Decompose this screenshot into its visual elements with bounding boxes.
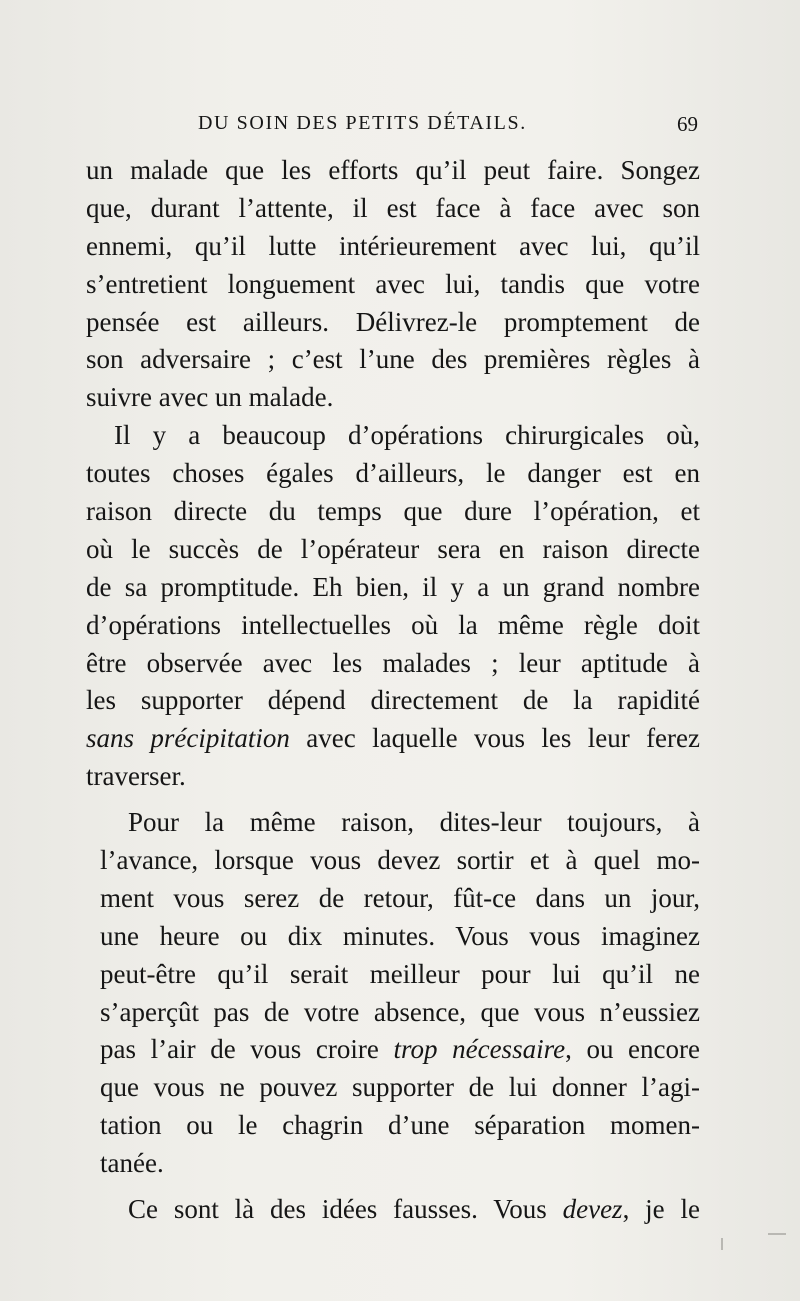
text-line: Pour la même raison, dites-leur toujours, à (128, 807, 700, 838)
text-line: que vous ne pouvez supporter de lui donner l’agi- (100, 1072, 700, 1103)
text-line: où le succès de l’opérateur sera en raison directe (86, 533, 700, 564)
text-fragment: avec laquelle vous les leur ferez (289, 723, 700, 754)
text-line: tation ou le chagrin d’une séparation momen- (100, 1110, 700, 1141)
text-fragment: , je le (622, 1194, 700, 1225)
text-line: ennemi, qu’il lutte intérieurement avec lui, qu’il (86, 230, 700, 261)
text-line: une heure ou dix minutes. Vous vous imaginez (100, 920, 700, 951)
margin-mark (768, 1233, 786, 1235)
text-line: un malade que les efforts qu’il peut faire. Songez (86, 155, 700, 185)
text-fragment: , ou encore (565, 1034, 701, 1065)
text-line (86, 1031, 700, 1069)
italic-phrase: devez (562, 1194, 623, 1225)
text-line: toutes choses égales d’ailleurs, le danger est en (86, 458, 700, 489)
italic-phrase: sans précipitation (86, 723, 290, 754)
text-line: son adversaire ; c’est l’une des premières règles à (86, 344, 700, 375)
text-fragment: Ce sont là des idées fausses. Vous (128, 1194, 563, 1225)
text-line: s’aperçût pas de votre absence, que vous n’eussiez (100, 996, 700, 1027)
text-line: peut-être qu’il serait meilleur pour lui qu’il ne (100, 958, 700, 989)
text-line: d’opérations intellectuelles où la même règle doit (86, 609, 700, 640)
text-line: raison directe du temps que dure l’opération, et (86, 496, 700, 527)
page-header (86, 112, 700, 142)
text-line: s’entretient longuement avec lui, tandis que votre (86, 268, 700, 299)
text-line: suivre avec un malade. (86, 382, 334, 413)
text-line: Il y a beaucoup d’opérations chirurgicales où, (114, 420, 700, 451)
italic-phrase: trop nécessaire (393, 1034, 566, 1065)
margin-mark (721, 1238, 723, 1250)
text-line: traverser. (86, 761, 186, 792)
text-line: ment vous serez de retour, fût-ce dans un jour, (100, 882, 700, 913)
text-line: les supporter dépend directement de la rapidité (86, 685, 700, 716)
text-line: l’avance, lorsque vous devez sortir et à quel mo- (100, 845, 700, 876)
page-number: 69 (677, 112, 698, 136)
running-title: DU SOIN DES PETITS DÉTAILS. (198, 112, 527, 134)
text-line (86, 1191, 700, 1229)
text-line: pensée est ailleurs. Délivrez-le promptement de (86, 306, 700, 337)
body-text (86, 152, 700, 1229)
text-line: de sa promptitude. Eh bien, il y a un grand nombre (86, 571, 700, 602)
text-fragment: pas l’air de vous croire (100, 1034, 394, 1065)
text-line: tanée. (100, 1148, 164, 1179)
text-line (86, 720, 700, 758)
text-line: être observée avec les malades ; leur aptitude à (86, 647, 700, 678)
text-line: que, durant l’attente, il est face à face avec son (86, 192, 700, 223)
